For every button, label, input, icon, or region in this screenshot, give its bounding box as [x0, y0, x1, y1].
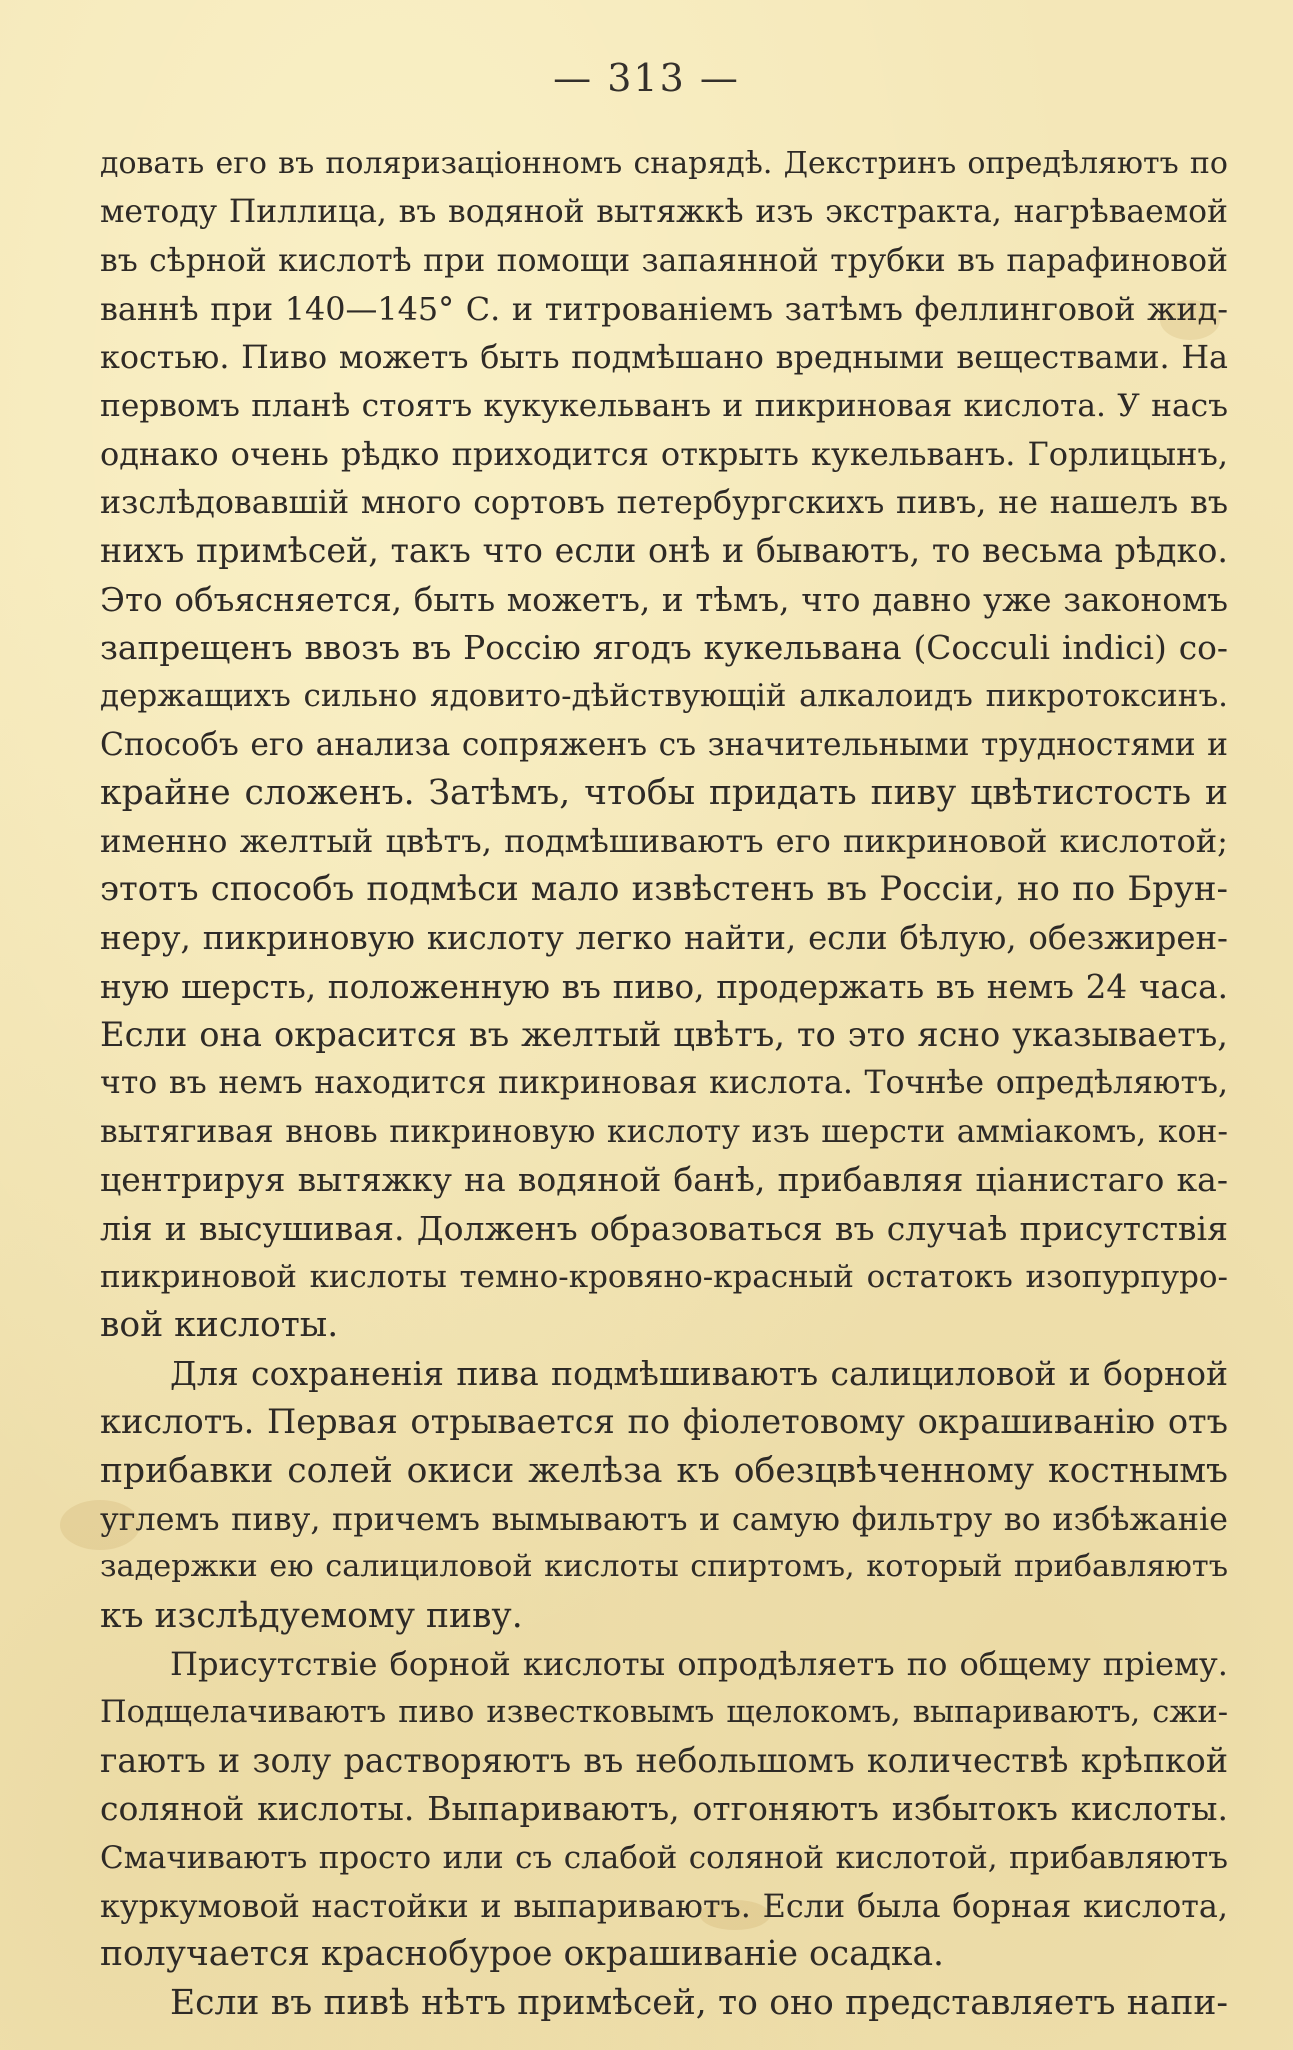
text-line: къ изслѣдуемому пиву.: [100, 1595, 523, 1636]
text-line: вой кислоты.: [100, 1305, 339, 1346]
text-line: ваннѣ при 140—145° С. и титрованіемъ затѣмъ феллинговой жид-: [100, 290, 1228, 329]
body-text: [100, 140, 1228, 2027]
text-line: Подщелачиваютъ пиво известковымъ щелокомъ, выпариваютъ, сжи-: [100, 1694, 1228, 1730]
text-line: первомъ планѣ стоятъ кукукельванъ и пикриновая кислота. У насъ: [100, 387, 1228, 424]
text-line: прибавки солей окиси желѣза къ обезцвѣченному костнымъ: [100, 1450, 1228, 1491]
paragraph-first-line: Для сохраненія пива подмѣшиваютъ салициловой и борной: [170, 1353, 1228, 1393]
text-line: методу Пиллица, въ водяной вытяжкѣ изъ экстракта, нагрѣваемой: [100, 194, 1228, 231]
text-line: запрещенъ ввозъ въ Россію ягодъ кукельвана (Cocculi indici) со-: [100, 628, 1228, 667]
text-line: получается краснобурое окрашиваніе осадка.: [100, 1934, 944, 1975]
text-line: вытягивая вновь пикриновую кислоту изъ шерсти амміакомъ, кон-: [100, 1113, 1228, 1150]
text-line: довать его въ поляризаціонномъ снарядѣ. Декстринъ опредѣляютъ по: [100, 146, 1228, 181]
text-line: центрируя вытяжку на водяной банѣ, прибавляя ціанистаго ка-: [100, 1160, 1228, 1200]
text-line: Способъ его анализа сопряженъ съ значительными трудностями и: [100, 726, 1228, 763]
text-line: нихъ примѣсей, такъ что если онѣ и бываютъ, то весьма рѣдко.: [100, 531, 1228, 571]
text-line: задержки ею салициловой кислоты спиртомъ, который прибавляютъ: [100, 1549, 1228, 1585]
paragraph-first-line: Если въ пивѣ нѣтъ примѣсей, то оно представляетъ напи-: [170, 1982, 1228, 2023]
text-line: ную шерсть, положенную въ пиво, продержать въ немъ 24 часа.: [100, 967, 1228, 1006]
text-line: крайне сложенъ. Затѣмъ, чтобы придать пиву цвѣтистость и: [100, 773, 1228, 814]
text-line: гаютъ и золу растворяютъ въ небольшомъ количествѣ крѣпкой: [100, 1740, 1228, 1780]
text-line: углемъ пиву, причемъ вымываютъ и самую фильтру во избѣжаніе: [100, 1499, 1228, 1538]
text-line: лія и высушивая. Долженъ образоваться въ случаѣ присутствія: [100, 1208, 1228, 1248]
paragraph-first-line: Присутствіе борной кислоты опродѣляетъ по общему пріему.: [170, 1645, 1228, 1684]
text-line: пикриновой кислоты темно-кровяно-красный остатокъ изопурпуро-: [100, 1258, 1228, 1295]
text-line: что въ немъ находится пикриновая кислота. Точнѣе опредѣляютъ,: [100, 1065, 1228, 1102]
text-line: Смачиваютъ просто или съ слабой соляной кислотой, прибавляютъ: [100, 1839, 1228, 1876]
text-line: этотъ способъ подмѣси мало извѣстенъ въ Россіи, но по Брун-: [100, 869, 1228, 909]
text-line: соляной кислоты. Выпариваютъ, отгоняютъ избытокъ кислоты.: [100, 1789, 1228, 1829]
text-line: Если она окрасится въ желтый цвѣтъ, то это ясно указываетъ,: [100, 1015, 1228, 1055]
text-line: однако очень рѣдко приходится открыть кукельванъ. Горлицынъ,: [100, 435, 1228, 474]
text-line: неру, пикриновую кислоту легко найти, если бѣлую, обезжирен-: [100, 919, 1228, 958]
text-line: держащихъ сильно ядовито-дѣйствующій алкалоидъ пикротоксинъ.: [100, 678, 1228, 715]
page-number: — 313 —: [553, 56, 740, 100]
text-line: изслѣдовавшій много сортовъ петербургскихъ пивъ, не нашелъ въ: [100, 484, 1228, 521]
text-line: Это объясняется, быть можетъ, и тѣмъ, что давно уже закономъ: [100, 580, 1228, 619]
text-line: въ сѣрной кислотѣ при помощи запаянной трубки въ парафиновой: [100, 242, 1228, 279]
text-line: костью. Пиво можетъ быть подмѣшано вредными веществами. На: [100, 338, 1228, 376]
text-line: кислотъ. Первая отрывается по фіолетовому окрашиванію отъ: [100, 1402, 1228, 1442]
text-line: куркумовой настойки и выпариваютъ. Если была борная кислота,: [100, 1887, 1228, 1926]
text-line: именно желтый цвѣтъ, подмѣшиваютъ его пикриновой кислотой;: [100, 822, 1228, 861]
